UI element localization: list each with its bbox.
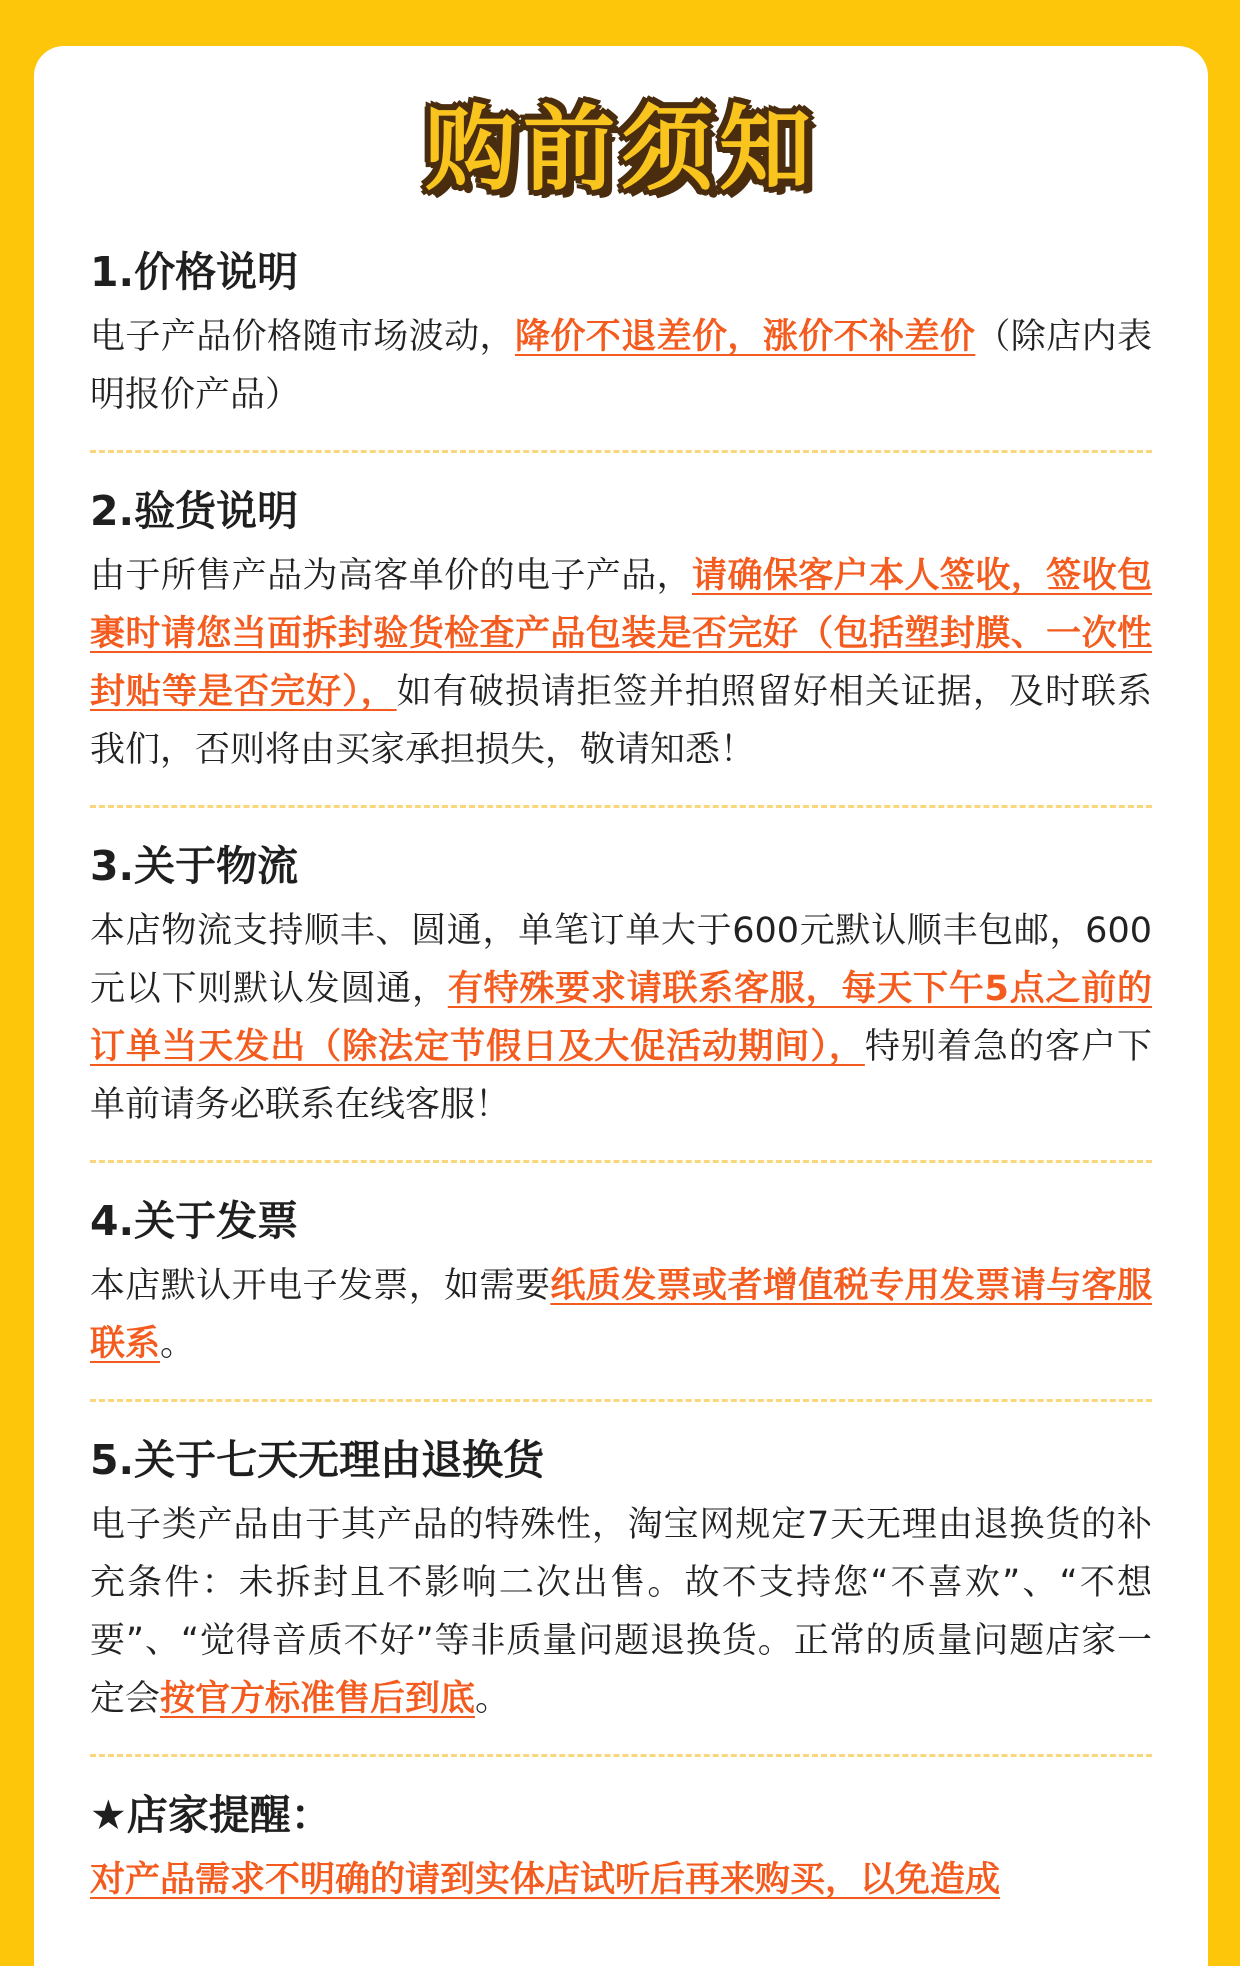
- body-text: 。: [160, 1324, 196, 1364]
- section-price: [34, 244, 1208, 453]
- highlight-text: 对产品需求不明确的请到实体店试听后再来购买，以免造成: [90, 1860, 1001, 1900]
- body-text: （除店内表明报价产品）: [90, 317, 1152, 415]
- section-returns: [34, 1432, 1208, 1757]
- highlight-text: 有特殊要求请联系客服，每天下午5点之前的订单当天发出（除法定节假日及大促活动期间），: [90, 969, 1152, 1067]
- body-text: 特别着急的客户下单前请务必联系在线客服！: [90, 1027, 1152, 1125]
- section-heading: ★店家提醒：: [90, 1791, 332, 1839]
- section-heading: 4.关于发票: [90, 1197, 299, 1245]
- body-text: 本店物流支持顺丰、圆通，单笔订单大于600元默认顺丰包邮，600元以下则默认发圆通，: [90, 911, 1152, 1009]
- page-title: 购前须知: [424, 96, 817, 203]
- section-body: [90, 308, 1152, 424]
- section-inspection: [34, 483, 1208, 808]
- dashed-divider: [90, 805, 1152, 808]
- section-invoice: [34, 1193, 1208, 1402]
- dashed-divider: [90, 1399, 1152, 1402]
- section-reminder: [34, 1787, 1208, 1909]
- highlight-text: 纸质发票或者增值税专用发票请与客服联系: [90, 1266, 1152, 1364]
- section-logistics: [34, 838, 1208, 1163]
- body-text: 本店默认开电子发票，如需要: [90, 1266, 551, 1306]
- body-text: 电子产品价格随市场波动，: [90, 317, 515, 357]
- section-body: [90, 1257, 1152, 1373]
- body-text: 电子类产品由于其产品的特殊性，淘宝网规定7天无理由退换货的补充条件：未拆封且不影响二次出售。故不支持您“不喜欢”、“不想要”、“觉得音质不好”等非质量问题退换货。正常的质量问题店家一定会: [90, 1505, 1152, 1719]
- section-body: [90, 902, 1152, 1134]
- dashed-divider: [90, 1160, 1152, 1163]
- section-body: [90, 547, 1152, 779]
- section-heading: 5.关于七天无理由退换货: [90, 1436, 545, 1484]
- body-text: 。: [475, 1679, 511, 1719]
- dashed-divider: [90, 1754, 1152, 1757]
- section-heading: 2.验货说明: [90, 487, 299, 535]
- highlight-text: 按官方标准售后到底: [160, 1679, 476, 1719]
- notice-card: [34, 46, 1208, 1966]
- highlight-text: 降价不退差价，涨价不补差价: [514, 317, 976, 357]
- section-body: [90, 1851, 1152, 1909]
- body-text: 由于所售产品为高客单价的电子产品，: [90, 556, 693, 596]
- body-text: 如有破损请拒签并拍照留好相关证据，及时联系我们，否则将由买家承担损失，敬请知悉！: [90, 672, 1152, 770]
- highlight-text: 请确保客户本人签收，签收包裹时请您当面拆封验货检查产品包装是否完好（包括塑封膜、一次性封贴等是否完好），: [90, 556, 1152, 712]
- section-body: [90, 1496, 1152, 1728]
- section-heading: 3.关于物流: [90, 842, 299, 890]
- dashed-divider: [90, 450, 1152, 453]
- section-heading: 1.价格说明: [90, 248, 299, 296]
